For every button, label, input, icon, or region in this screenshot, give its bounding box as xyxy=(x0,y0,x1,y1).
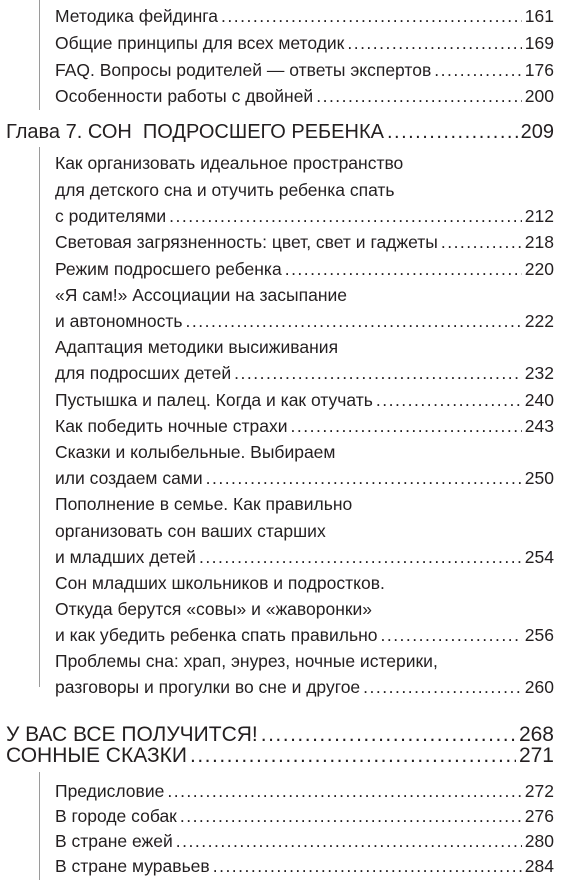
toc-entry-line: Сон младших школьников и подростков. xyxy=(55,573,385,593)
toc-entry-line: Сказки и колыбельные. Выбираем xyxy=(55,442,336,462)
dot-leader xyxy=(316,86,522,107)
toc-entry-page: 284 xyxy=(524,856,554,876)
section-title: СОННЫЕ СКАЗКИ xyxy=(6,744,187,767)
toc-entry[interactable] xyxy=(55,6,554,27)
toc-entry-title: и автономность xyxy=(55,311,183,331)
toc-entry[interactable] xyxy=(55,259,554,280)
toc-entry-page: 254 xyxy=(524,547,554,567)
dot-leader xyxy=(167,781,521,802)
toc-entry-title: и младших детей xyxy=(55,547,196,567)
toc-entry-title: Пустышка и палец. Когда и как отучать xyxy=(55,390,373,410)
toc-entry-page: 169 xyxy=(524,33,554,53)
toc-entry-page: 240 xyxy=(524,390,554,410)
toc-entry-page: 212 xyxy=(524,206,554,226)
toc-entry-line: Проблемы сна: храп, энурез, ночные истерики, xyxy=(55,651,438,671)
toc-entry-page: 232 xyxy=(524,363,554,383)
toc-entry[interactable] xyxy=(55,416,554,437)
dot-leader xyxy=(285,259,522,280)
toc-entry-page: 161 xyxy=(524,6,554,26)
toc-entry[interactable] xyxy=(55,781,554,802)
toc-entry-title: с родителями xyxy=(55,206,167,226)
toc-entry-line: «Я сам!» Ассоциации на засыпание xyxy=(55,285,347,305)
toc-entry-title: для подросших детей xyxy=(55,363,232,383)
dot-leader xyxy=(291,416,522,437)
toc-entry-line: Адаптация методики высиживания xyxy=(55,337,339,357)
toc-entry-title: Как победить ночные страхи xyxy=(55,416,288,436)
section-page: 271 xyxy=(518,744,554,767)
section-heading[interactable] xyxy=(6,744,554,768)
toc-entry-title: В стране ежей xyxy=(55,831,173,851)
toc-entry[interactable] xyxy=(55,60,554,81)
toc-entry-title: В городе собак xyxy=(55,806,177,826)
toc-entry-title: Предисловие xyxy=(55,781,165,801)
toc-entry[interactable] xyxy=(55,625,554,646)
dot-leader xyxy=(186,311,522,332)
left-rule-chapter7 xyxy=(39,147,40,687)
section-page: 268 xyxy=(518,723,554,746)
toc-entry-title: Режим подросшего ребенка xyxy=(55,259,282,279)
toc-entry-line: Откуда берутся «совы» и «жаворонки» xyxy=(55,599,373,619)
toc-entry-page: 276 xyxy=(524,806,554,826)
toc-entry[interactable] xyxy=(55,33,554,54)
toc-entry-title: Методика фейдинга xyxy=(55,6,219,26)
toc-entry[interactable] xyxy=(55,311,554,332)
toc-entry[interactable] xyxy=(55,547,554,568)
toc-entry-title: или создаем сами xyxy=(55,468,203,488)
dot-leader xyxy=(190,744,516,768)
toc-entry-page: 250 xyxy=(524,468,554,488)
dot-leader xyxy=(169,206,522,227)
toc-entry[interactable] xyxy=(55,363,554,384)
toc-entry[interactable] xyxy=(55,390,554,411)
dot-leader xyxy=(347,33,521,54)
dot-leader xyxy=(441,232,522,253)
dot-leader xyxy=(434,60,522,81)
toc-entry-title: В стране муравьев xyxy=(55,856,210,876)
dot-leader xyxy=(234,363,522,384)
section-title: У ВАС ВСЕ ПОЛУЧИТСЯ! xyxy=(6,723,258,746)
toc-entry[interactable] xyxy=(55,831,554,852)
dot-leader xyxy=(221,6,522,27)
toc-entry-page: 200 xyxy=(524,86,554,106)
toc-entry-title: разговоры и прогулки во сне и другое xyxy=(55,677,361,697)
dot-leader xyxy=(387,121,518,144)
toc-entry-page: 243 xyxy=(524,416,554,436)
dot-leader xyxy=(376,390,522,411)
toc-entry-page: 176 xyxy=(524,60,554,80)
toc-entry-line: Как организовать идеальное пространство xyxy=(55,153,404,173)
toc-entry[interactable] xyxy=(55,806,554,827)
toc-entry-page: 256 xyxy=(524,625,554,645)
dot-leader xyxy=(199,547,522,568)
toc-entry[interactable] xyxy=(55,856,554,876)
toc-entry-title: Особенности работы с двойней xyxy=(55,86,314,106)
chapter-page: 209 xyxy=(520,121,554,143)
toc-entry-line: для детского сна и отучить ребенка спать xyxy=(55,180,395,200)
toc-entry-page: 218 xyxy=(524,232,554,252)
toc-entry-title: Общие принципы для всех методик xyxy=(55,33,345,53)
dot-leader xyxy=(180,806,522,827)
toc-entry-line: организовать сон ваших старших xyxy=(55,521,326,541)
toc-entry[interactable] xyxy=(55,232,554,253)
dot-leader xyxy=(176,831,522,852)
dot-leader xyxy=(363,677,522,698)
chapter-title: Глава 7. СОН ПОДРОСШЕГО РЕБЕНКА xyxy=(6,121,384,143)
toc-entry[interactable] xyxy=(55,677,554,698)
toc-entry-title: и как убедить ребенка спать правильно xyxy=(55,625,378,645)
left-rule-top xyxy=(39,0,40,110)
left-rule-tales xyxy=(39,772,40,880)
toc-entry-line: Пополнение в семье. Как правильно xyxy=(55,494,353,514)
toc-entry-page: 272 xyxy=(524,781,554,801)
toc-entry[interactable] xyxy=(55,86,554,107)
toc-entry-title: Световая загрязненность: цвет, свет и гаджеты xyxy=(55,232,438,252)
toc-entry-page: 280 xyxy=(524,831,554,851)
toc-entry[interactable] xyxy=(55,206,554,227)
toc-entry-page: 222 xyxy=(524,311,554,331)
toc-entry-page: 220 xyxy=(524,259,554,279)
chapter-heading[interactable] xyxy=(6,121,554,144)
toc-entry-title: FAQ. Вопросы родителей — ответы экспертов xyxy=(55,60,432,80)
toc-entry[interactable] xyxy=(55,468,554,489)
dot-leader xyxy=(213,856,522,876)
toc-entry-page: 260 xyxy=(524,677,554,697)
dot-leader xyxy=(206,468,522,489)
dot-leader xyxy=(380,625,521,646)
